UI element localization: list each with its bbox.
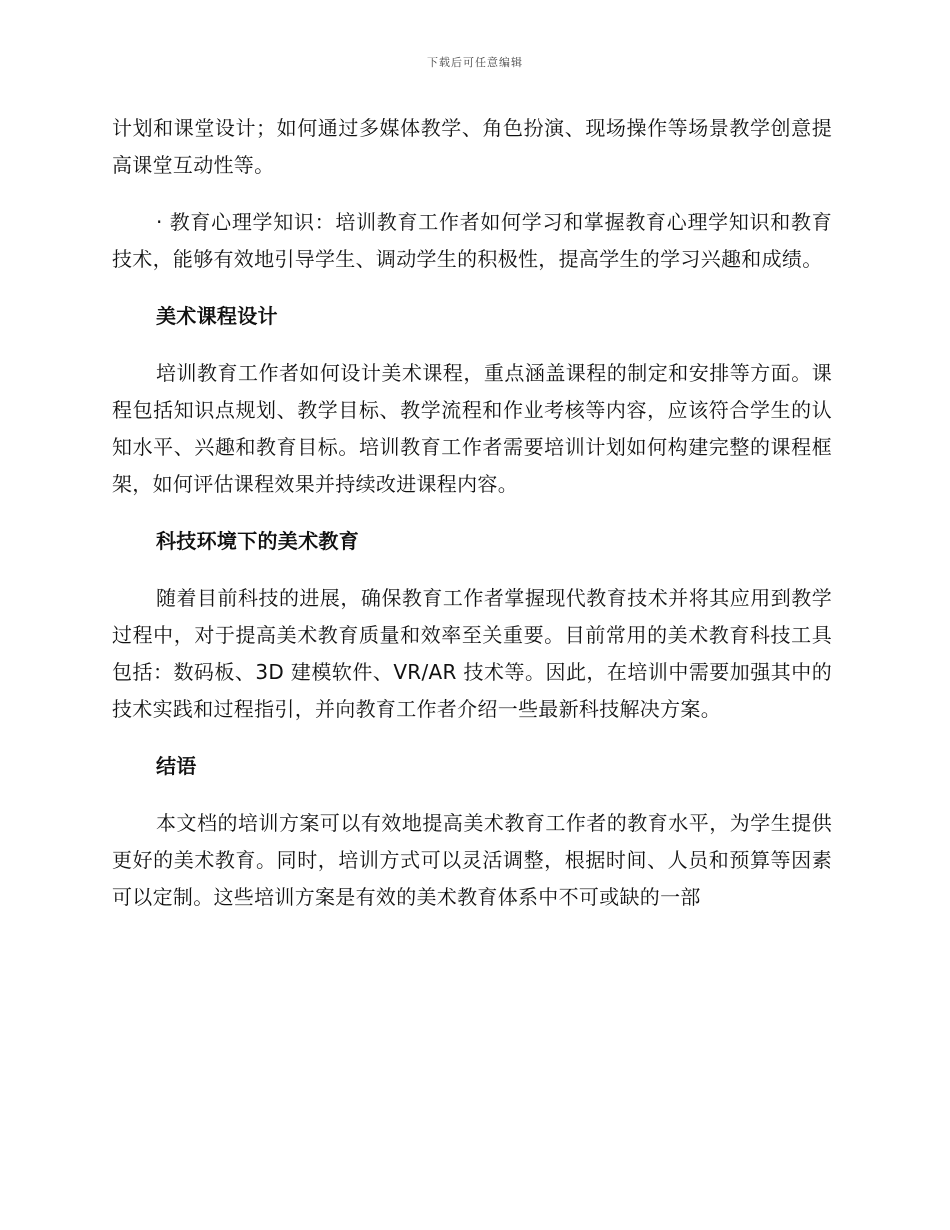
page-header: 下载后可任意编辑 — [427, 56, 523, 69]
paragraph-conclusion: 本文档的培训方案可以有效地提高美术教育工作者的教育水平，为学生提供更好的美术教育。同时，培训方式可以灵活调整，根据时间、人员和预算等因素可以定制。这些培训方案是有效的美术教育体系中不可或缺的一部 — [112, 811, 832, 909]
document-body — [112, 110, 832, 916]
paragraph-course-design: 培训教育工作者如何设计美术课程，重点涵盖课程的制定和安排等方面。课程包括知识点规划、教学目标、教学流程和作业考核等内容，应该符合学生的认知水平、兴趣和教育目标。培训教育工作者需要培训计划如何构建完整的课程框架，如何评估课程效果并持续改进课程内容。 — [112, 361, 832, 496]
paragraph-bullet-psychology: · 教育心理学知识：培训教育工作者如何学习和掌握教育心理学知识和教育技术，能够有效地引导学生、调动学生的积极性，提高学生的学习兴趣和成绩。 — [112, 210, 832, 271]
paragraph-tech-education: 随着目前科技的进展，确保教育工作者掌握现代教育技术并将其应用到教学过程中，对于提高美术教育质量和效率至关重要。目前常用的美术教育科技工具包括：数码板、3D 建模软件、VR/AR 技术等。因此，在培训中需要加强其中的技术实践和过程指引，并向教育工作者介绍一些最新科技解决方案。 — [112, 586, 832, 721]
section-heading-tech-education: 科技环境下的美术教育 — [156, 529, 359, 553]
section-heading-course-design: 美术课程设计 — [156, 304, 278, 328]
section-heading-conclusion: 结语 — [156, 754, 197, 778]
paragraph-continued: 计划和课堂设计；如何通过多媒体教学、角色扮演、现场操作等场景教学创意提高课堂互动性等。 — [112, 116, 832, 177]
